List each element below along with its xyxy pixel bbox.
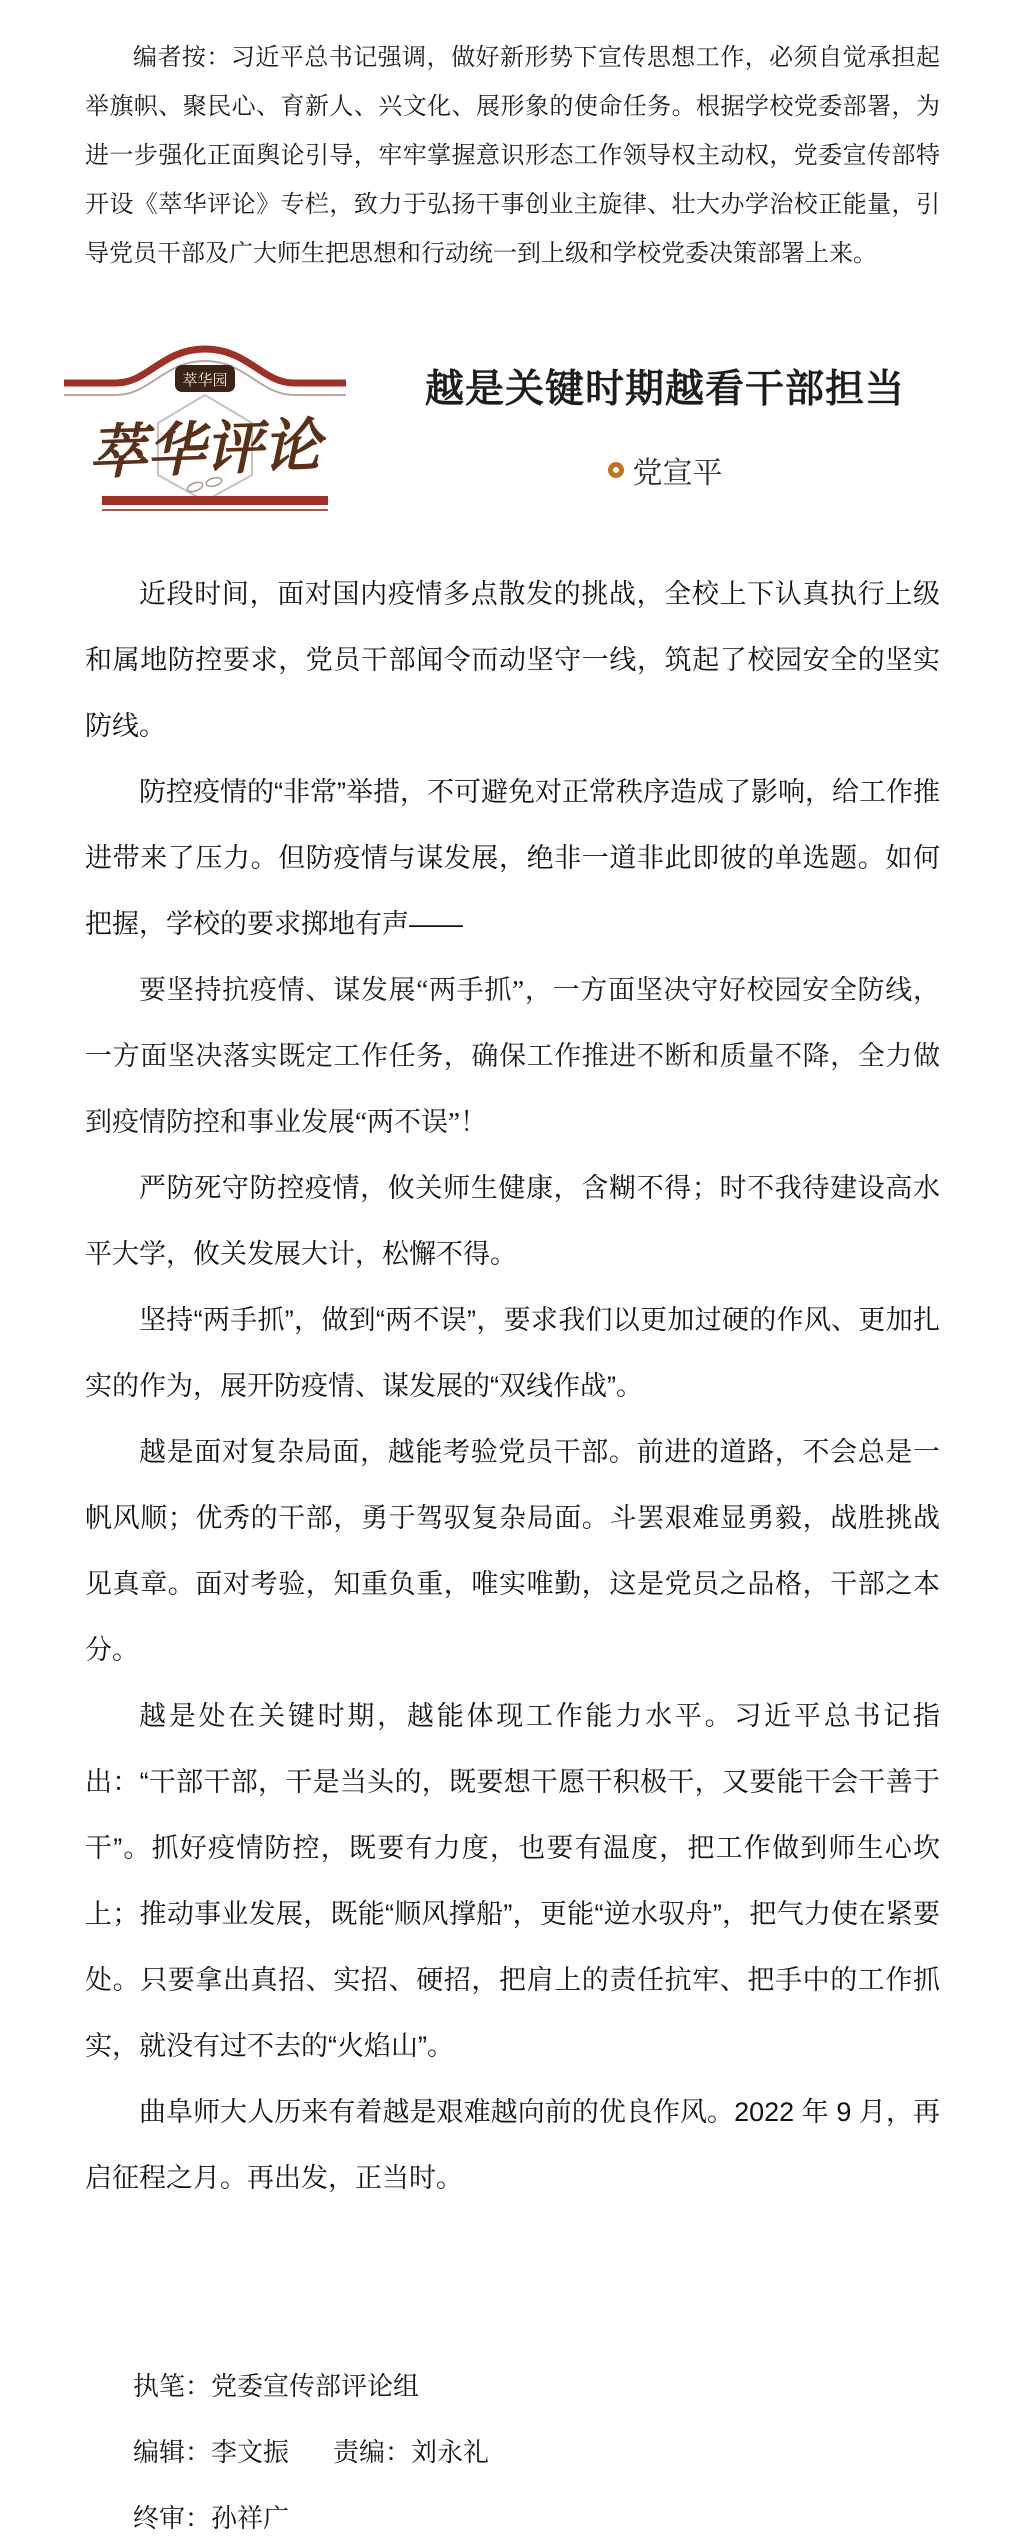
logo-base-bar (102, 496, 328, 505)
logo-graphic (60, 337, 350, 515)
paragraph: 近段时间，面对国内疫情多点散发的挑战，全校上下认真执行上级和属地防控要求，党员干部闻令而动坚守一线，筑起了校园安全的坚实防线。 (85, 579, 940, 741)
credit-value: 党委宣传部评论组 (211, 2371, 420, 2401)
paragraph: 曲阜师大人历来有着越是艰难越向前的优良作风。2022 年 9 月，再启征程之月。再出发，正当时。 (85, 2097, 940, 2193)
paragraph-emphasis: 要坚持抗疫情、谋发展“两手抓”，一方面坚决守好校园安全防线，一方面坚决落实既定工作任务，确保工作推进不断和质量不降，全力做到疫情防控和事业发展“两不误”！ (85, 975, 940, 1137)
editor-note-text: 编者按：习近平总书记强调，做好新形势下宣传思想工作，必须自觉承担起举旗帜、聚民心、育新人、兴文化、展形象的使命任务。根据学校党委部署，为进一步强化正面舆论引导，牢牢掌握意识形态工作领导权主动权，党委宣传部特开设《萃华评论》专栏，致力于弘扬干事创业主旋律、壮大办学治校正能量，引导党员干部及广大师生把思想和行动统一到上级和学校党委决策部署上来。 (85, 45, 940, 267)
title-block (350, 337, 980, 492)
credit-label: 责编： (333, 2437, 412, 2467)
article-title: 越是关键时期越看干部担当 (424, 368, 905, 411)
credit-label: 执笔： (133, 2371, 212, 2401)
credit-label: 编辑： (133, 2437, 212, 2467)
author-line (608, 448, 723, 492)
credit-label: 终审： (133, 2503, 212, 2533)
article-body (0, 561, 1024, 2211)
masthead (0, 337, 1024, 515)
credit-duty-editor (333, 2432, 489, 2472)
credit-value: 李文振 (211, 2437, 290, 2467)
credit-row-final-review (133, 2498, 1024, 2538)
credit-value: 孙祥广 (211, 2503, 290, 2533)
credit-value: 刘永礼 (411, 2437, 490, 2467)
credits-footer (0, 2366, 1024, 2538)
credit-final-reviewer (133, 2498, 289, 2538)
logo-wordmark: 萃华评论 (87, 412, 322, 487)
credit-writer (133, 2366, 419, 2406)
editor-note-section (0, 0, 1024, 279)
paragraph: 越是面对复杂局面，越能考验党员干部。前进的道路，不会总是一帆风顺；优秀的干部，勇于驾驭复杂局面。斗罢艰难显勇毅，战胜挑战见真章。面对考验，知重负重，唯实唯勤，这是党员之品格，干部之本分。 (85, 1437, 940, 1665)
paragraph: 防控疫情的“非常”举措，不可避免对正常秩序造成了影响，给工作推进带来了压力。但防疫情与谋发展，绝非一道非此即彼的单选题。如何把握，学校的要求掷地有声—— (85, 777, 940, 939)
author-name: 党宣平 (632, 456, 723, 490)
logo-base-line (102, 509, 328, 511)
paragraph: 坚持“两手抓”，做到“两不误”，要求我们以更加过硬的作风、更加扎实的作为，展开防疫情、谋发展的“双线作战”。 (85, 1305, 940, 1401)
author-bullet-ring-icon (608, 462, 624, 478)
logo-seal-text: 萃华园 (182, 373, 228, 389)
credit-row-writer (133, 2366, 1024, 2406)
credit-editor (133, 2432, 289, 2472)
paragraph: 严防死守防控疫情，攸关师生健康，含糊不得；时不我待建设高水平大学，攸关发展大计，松懈不得。 (85, 1173, 940, 1269)
paragraph: 越是处在关键时期，越能体现工作能力水平。习近平总书记指出：“干部干部，干是当头的，既要想干愿干积极干，又要能干会干善于干”。抓好疫情防控，既要有力度，也要有温度，把工作做到师生心坎上；推动事业发展，既能“顺风撑船”，更能“逆水驭舟”，把气力使在紧要处。只要拿出真招、实招、硬招，把肩上的责任抗牢、把手中的工作抓实，就没有过不去的“火焰山”。 (85, 1701, 940, 2061)
cuihua-review-logo (60, 337, 350, 515)
credit-row-editors (133, 2432, 1024, 2472)
